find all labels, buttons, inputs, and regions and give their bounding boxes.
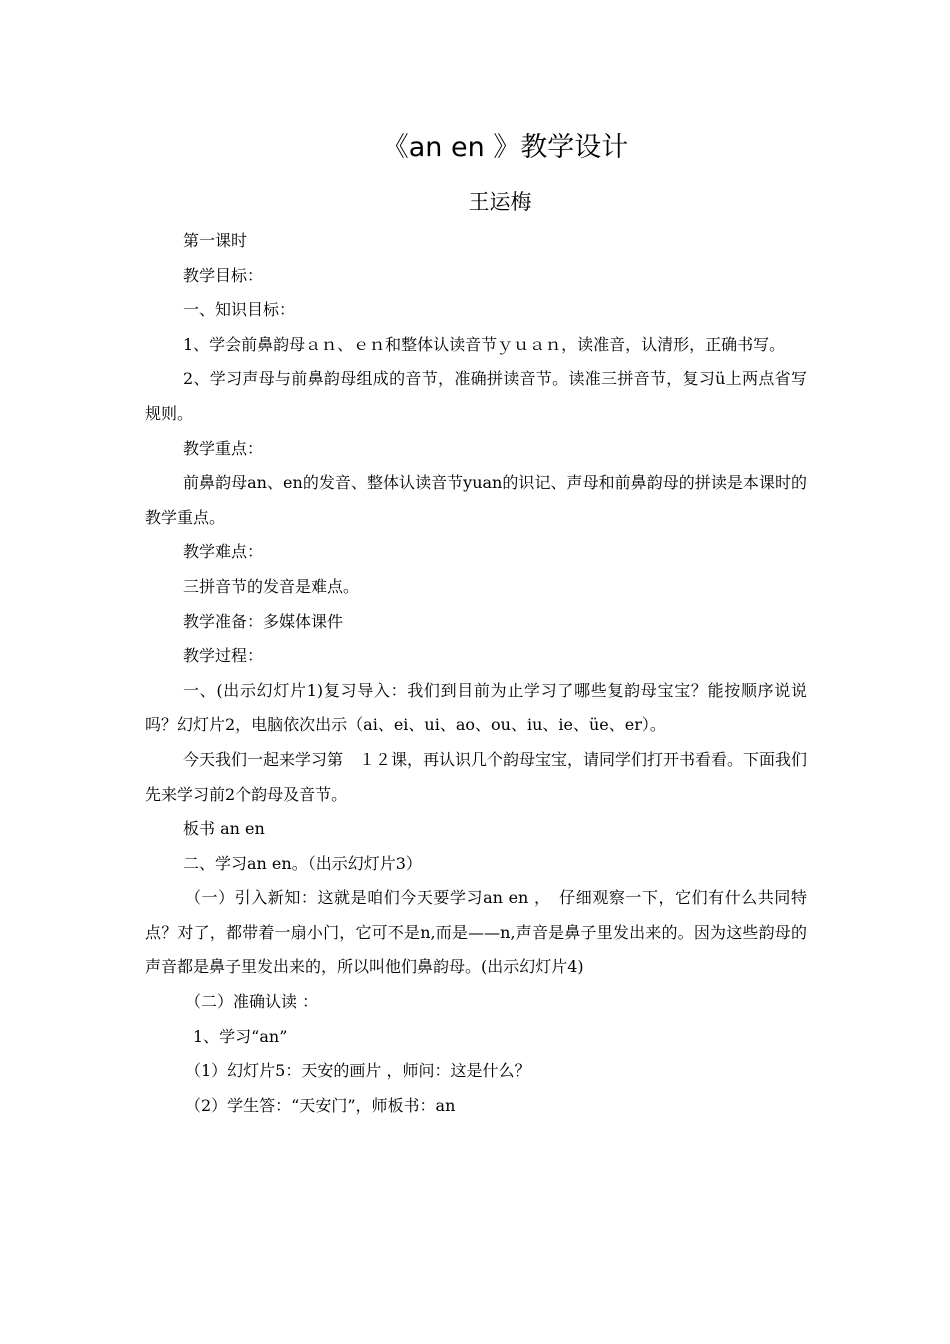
- paragraph: 教学目标：: [183, 265, 264, 285]
- paragraph: （一）引入新知：这就是咱们今天要学习an en ， 仔细观察一下，它们有什么共同特点？对了，都带着一扇小门，它可不是n,而是——n,声音是鼻子里发出来的。因为这些韵母的声音都是鼻子里发出来的，所以叫他们鼻韵母。(出示幻灯片4): [145, 888, 807, 977]
- paragraph: 1、学习“an”: [193, 1026, 288, 1046]
- paragraph: 教学难点：: [183, 542, 264, 562]
- paragraph: 1、学会前鼻韵母ａｎ、ｅｎ和整体认读音节ｙｕａｎ，读准音，认清形，正确书写。: [183, 334, 786, 354]
- paragraph: 教学过程：: [183, 646, 264, 666]
- paragraph: 教学重点：: [183, 438, 264, 458]
- document-title: 《an en 》教学设计: [381, 132, 629, 163]
- paragraph: 教学准备：多媒体课件: [183, 611, 344, 631]
- document-author: 王运梅: [468, 190, 532, 214]
- paragraph: （1）幻灯片5：天安的画片 ，师问：这是什么？: [185, 1061, 531, 1081]
- paragraph: 今天我们一起来学习第 １２课，再认识几个韵母宝宝，请同学们打开书看看。下面我们先来学习前2个韵母及音节。: [145, 749, 808, 804]
- paragraph: 三拼音节的发音是难点。: [183, 576, 360, 596]
- document-body: [145, 224, 807, 1123]
- paragraph: （2）学生答：“天安门”，师板书：an: [185, 1095, 456, 1115]
- paragraph: 板书 an en: [183, 819, 265, 839]
- paragraph: 二、学习an en。（出示幻灯片3）: [183, 853, 422, 873]
- paragraph: 一、(出示幻灯片1)复习导入：我们到目前为止学习了哪些复韵母宝宝？能按顺序说说吗？幻灯片2，电脑依次出示（ai、ei、ui、ao、ou、iu、ie、üe、er）。: [145, 680, 807, 735]
- paragraph: 前鼻韵母an、en的发音、整体认读音节yuan的识记、声母和前鼻韵母的拼读是本课时的教学重点。: [145, 473, 807, 527]
- paragraph: 第一课时: [183, 231, 248, 250]
- paragraph: （二）准确认读 ：: [185, 992, 319, 1012]
- paragraph: 2、学习声母与前鼻韵母组成的音节，准确拼读音节。读准三拼音节，复习ü上两点省写规则。: [145, 369, 807, 423]
- paragraph: 一、知识目标：: [183, 300, 296, 320]
